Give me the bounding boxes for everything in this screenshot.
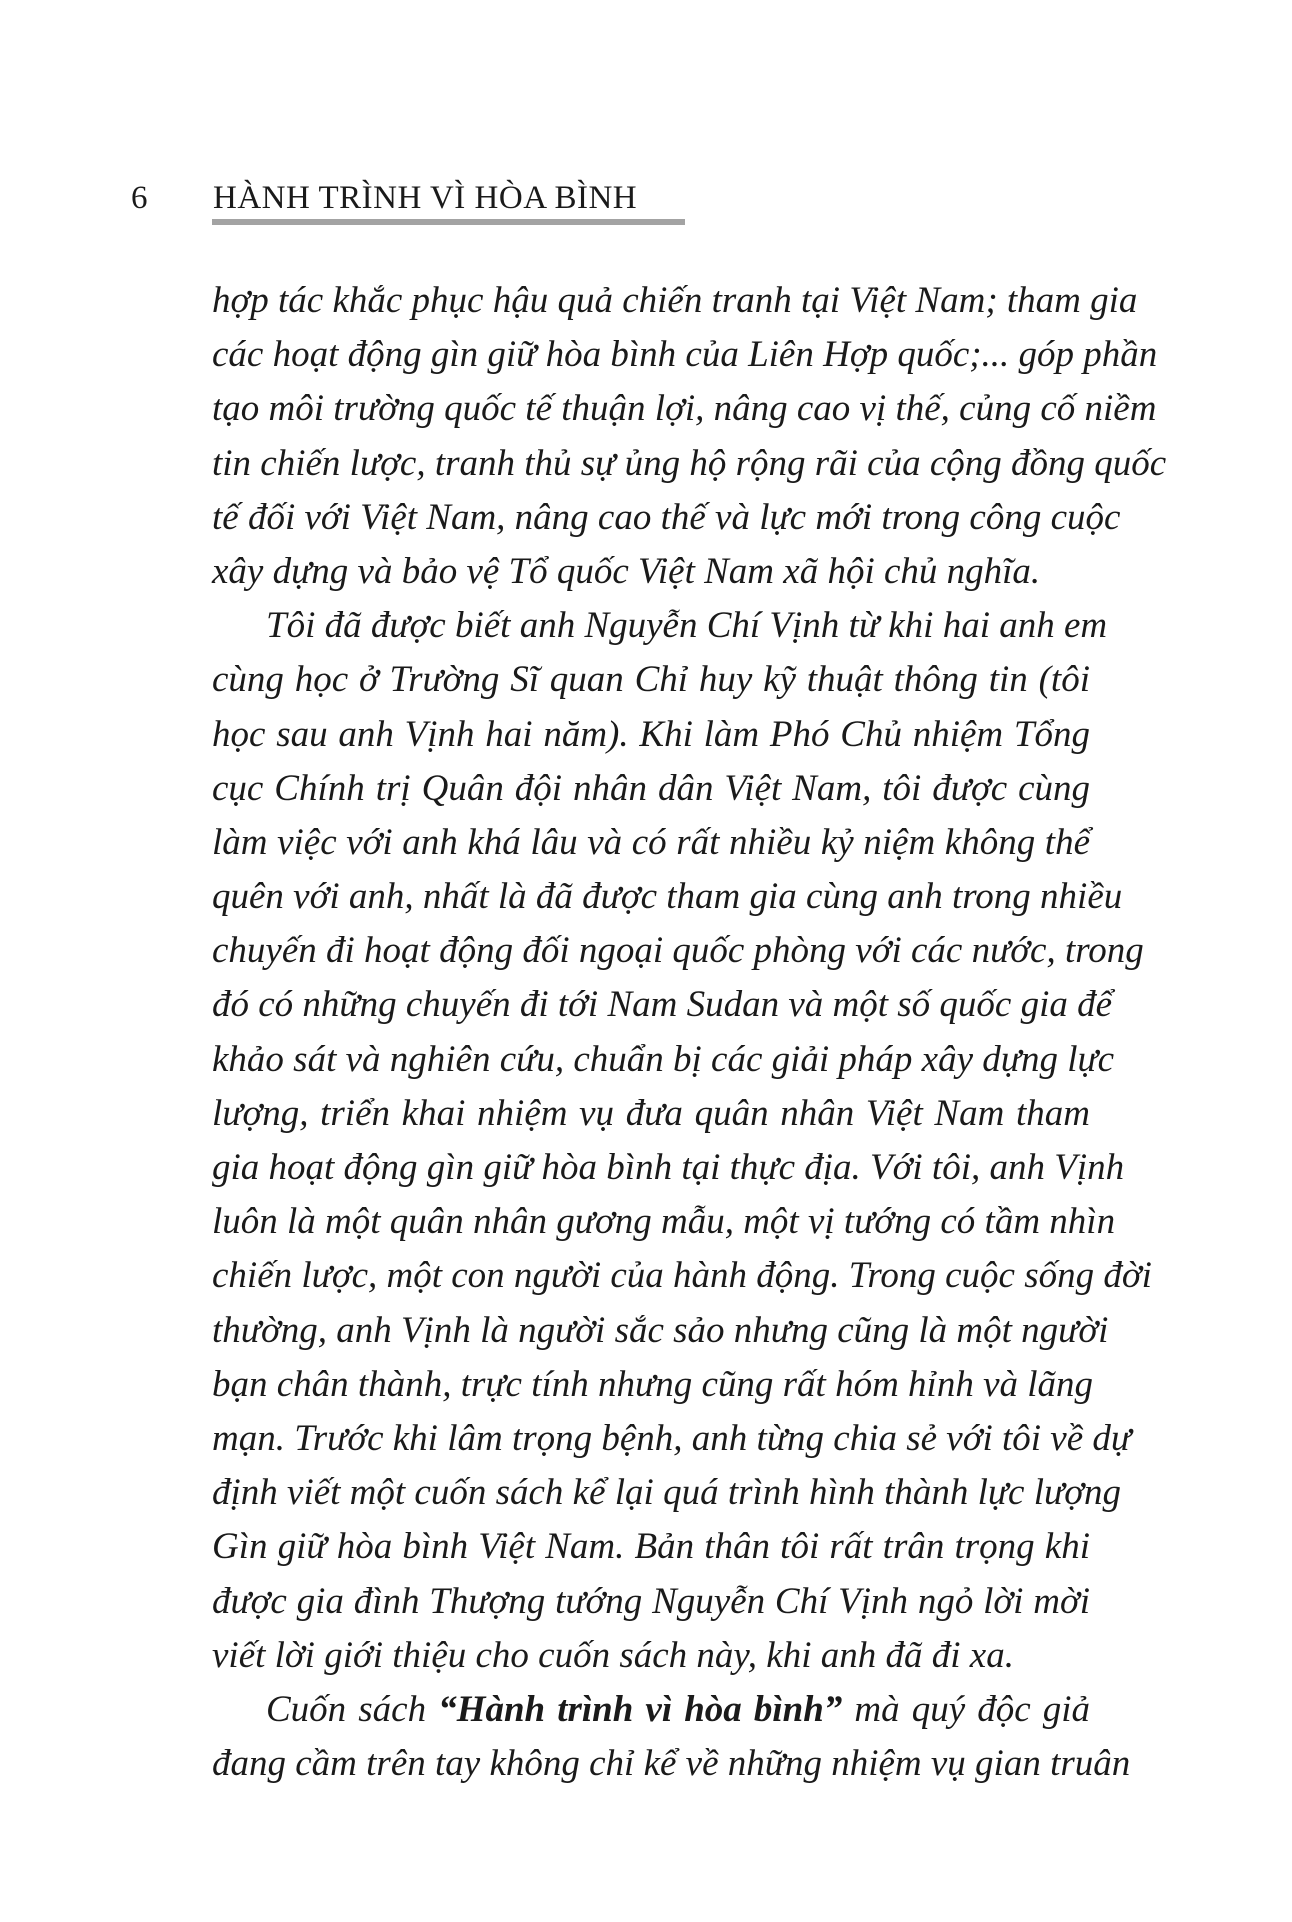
text-line: tế đối với Việt Nam, nâng cao thế và lực mới trong công cuộc — [212, 496, 1121, 538]
running-title: HÀNH TRÌNH VÌ HÒA BÌNH — [213, 180, 638, 216]
text-line: cùng học ở Trường Sĩ quan Chỉ huy kỹ thuật thông tin (tôi — [212, 659, 1090, 701]
page-number: 6 — [131, 180, 148, 216]
text-line: tin chiến lược, tranh thủ sự ủng hộ rộng rãi của cộng đồng quốc — [212, 442, 1167, 484]
text-line: làm việc với anh khá lâu và có rất nhiều kỷ niệm không thể — [212, 821, 1090, 863]
text-line: cục Chính trị Quân đội nhân dân Việt Nam, tôi được cùng — [212, 767, 1090, 809]
text-line: chuyến đi hoạt động đối ngoại quốc phòng với các nước, trong — [212, 930, 1144, 972]
text-line-with-book-title — [212, 1683, 1090, 1737]
text-line: viết lời giới thiệu cho cuốn sách này, khi anh đã đi xa. — [212, 1634, 1014, 1676]
text-line: chiến lược, một con người của hành động. Trong cuộc sống đời — [212, 1255, 1152, 1297]
text-line: quên với anh, nhất là đã được tham gia cùng anh trong nhiều — [212, 876, 1123, 918]
text-line: đang cầm trên tay không chỉ kể về những nhiệm vụ gian truân — [212, 1743, 1131, 1785]
text-line: khảo sát và nghiên cứu, chuẩn bị các giải pháp xây dựng lực — [212, 1038, 1115, 1080]
text-line: mạn. Trước khi lâm trọng bệnh, anh từng chia sẻ với tôi về dự — [212, 1417, 1132, 1459]
text-line: hợp tác khắc phục hậu quả chiến tranh tại Việt Nam; tham gia — [212, 280, 1138, 321]
text-line: gia hoạt động gìn giữ hòa bình tại thực địa. Với tôi, anh Vịnh — [212, 1147, 1125, 1188]
text-line: xây dựng và bảo vệ Tổ quốc Việt Nam xã hội chủ nghĩa. — [212, 550, 1041, 592]
text-line: đó có những chuyến đi tới Nam Sudan và một số quốc gia để — [212, 984, 1113, 1026]
body-text — [212, 274, 1167, 1791]
text-line: luôn là một quân nhân gương mẫu, một vị tướng có tầm nhìn — [212, 1201, 1116, 1243]
text-line: Gìn giữ hòa bình Việt Nam. Bản thân tôi rất trân trọng khi — [212, 1526, 1090, 1568]
text-line: các hoạt động gìn giữ hòa bình của Liên Hợp quốc;... góp phần — [212, 334, 1158, 376]
header-rule — [212, 219, 685, 225]
text-line: Tôi đã được biết anh Nguyễn Chí Vịnh từ khi hai anh em — [266, 605, 1108, 647]
text-fragment: Cuốn sách — [266, 1688, 439, 1730]
book-title: “Hành trình vì hòa bình” — [438, 1688, 843, 1730]
page-header — [0, 0, 1292, 230]
text-line: thường, anh Vịnh là người sắc sảo nhưng cũng là một người — [212, 1309, 1109, 1351]
text-line: định viết một cuốn sách kể lại quá trình hình thành lực lượng — [212, 1472, 1121, 1514]
text-fragment: mà quý độc giả — [842, 1688, 1091, 1730]
text-line: bạn chân thành, trực tính nhưng cũng rất hóm hỉnh và lãng — [212, 1363, 1094, 1405]
text-line: lượng, triển khai nhiệm vụ đưa quân nhân Việt Nam tham — [212, 1092, 1090, 1134]
text-line: học sau anh Vịnh hai năm). Khi làm Phó Chủ nhiệm Tổng — [212, 713, 1090, 755]
text-line: được gia đình Thượng tướng Nguyễn Chí Vịnh ngỏ lời mời — [212, 1580, 1090, 1622]
text-line: tạo môi trường quốc tế thuận lợi, nâng cao vị thế, củng cố niềm — [212, 388, 1157, 430]
